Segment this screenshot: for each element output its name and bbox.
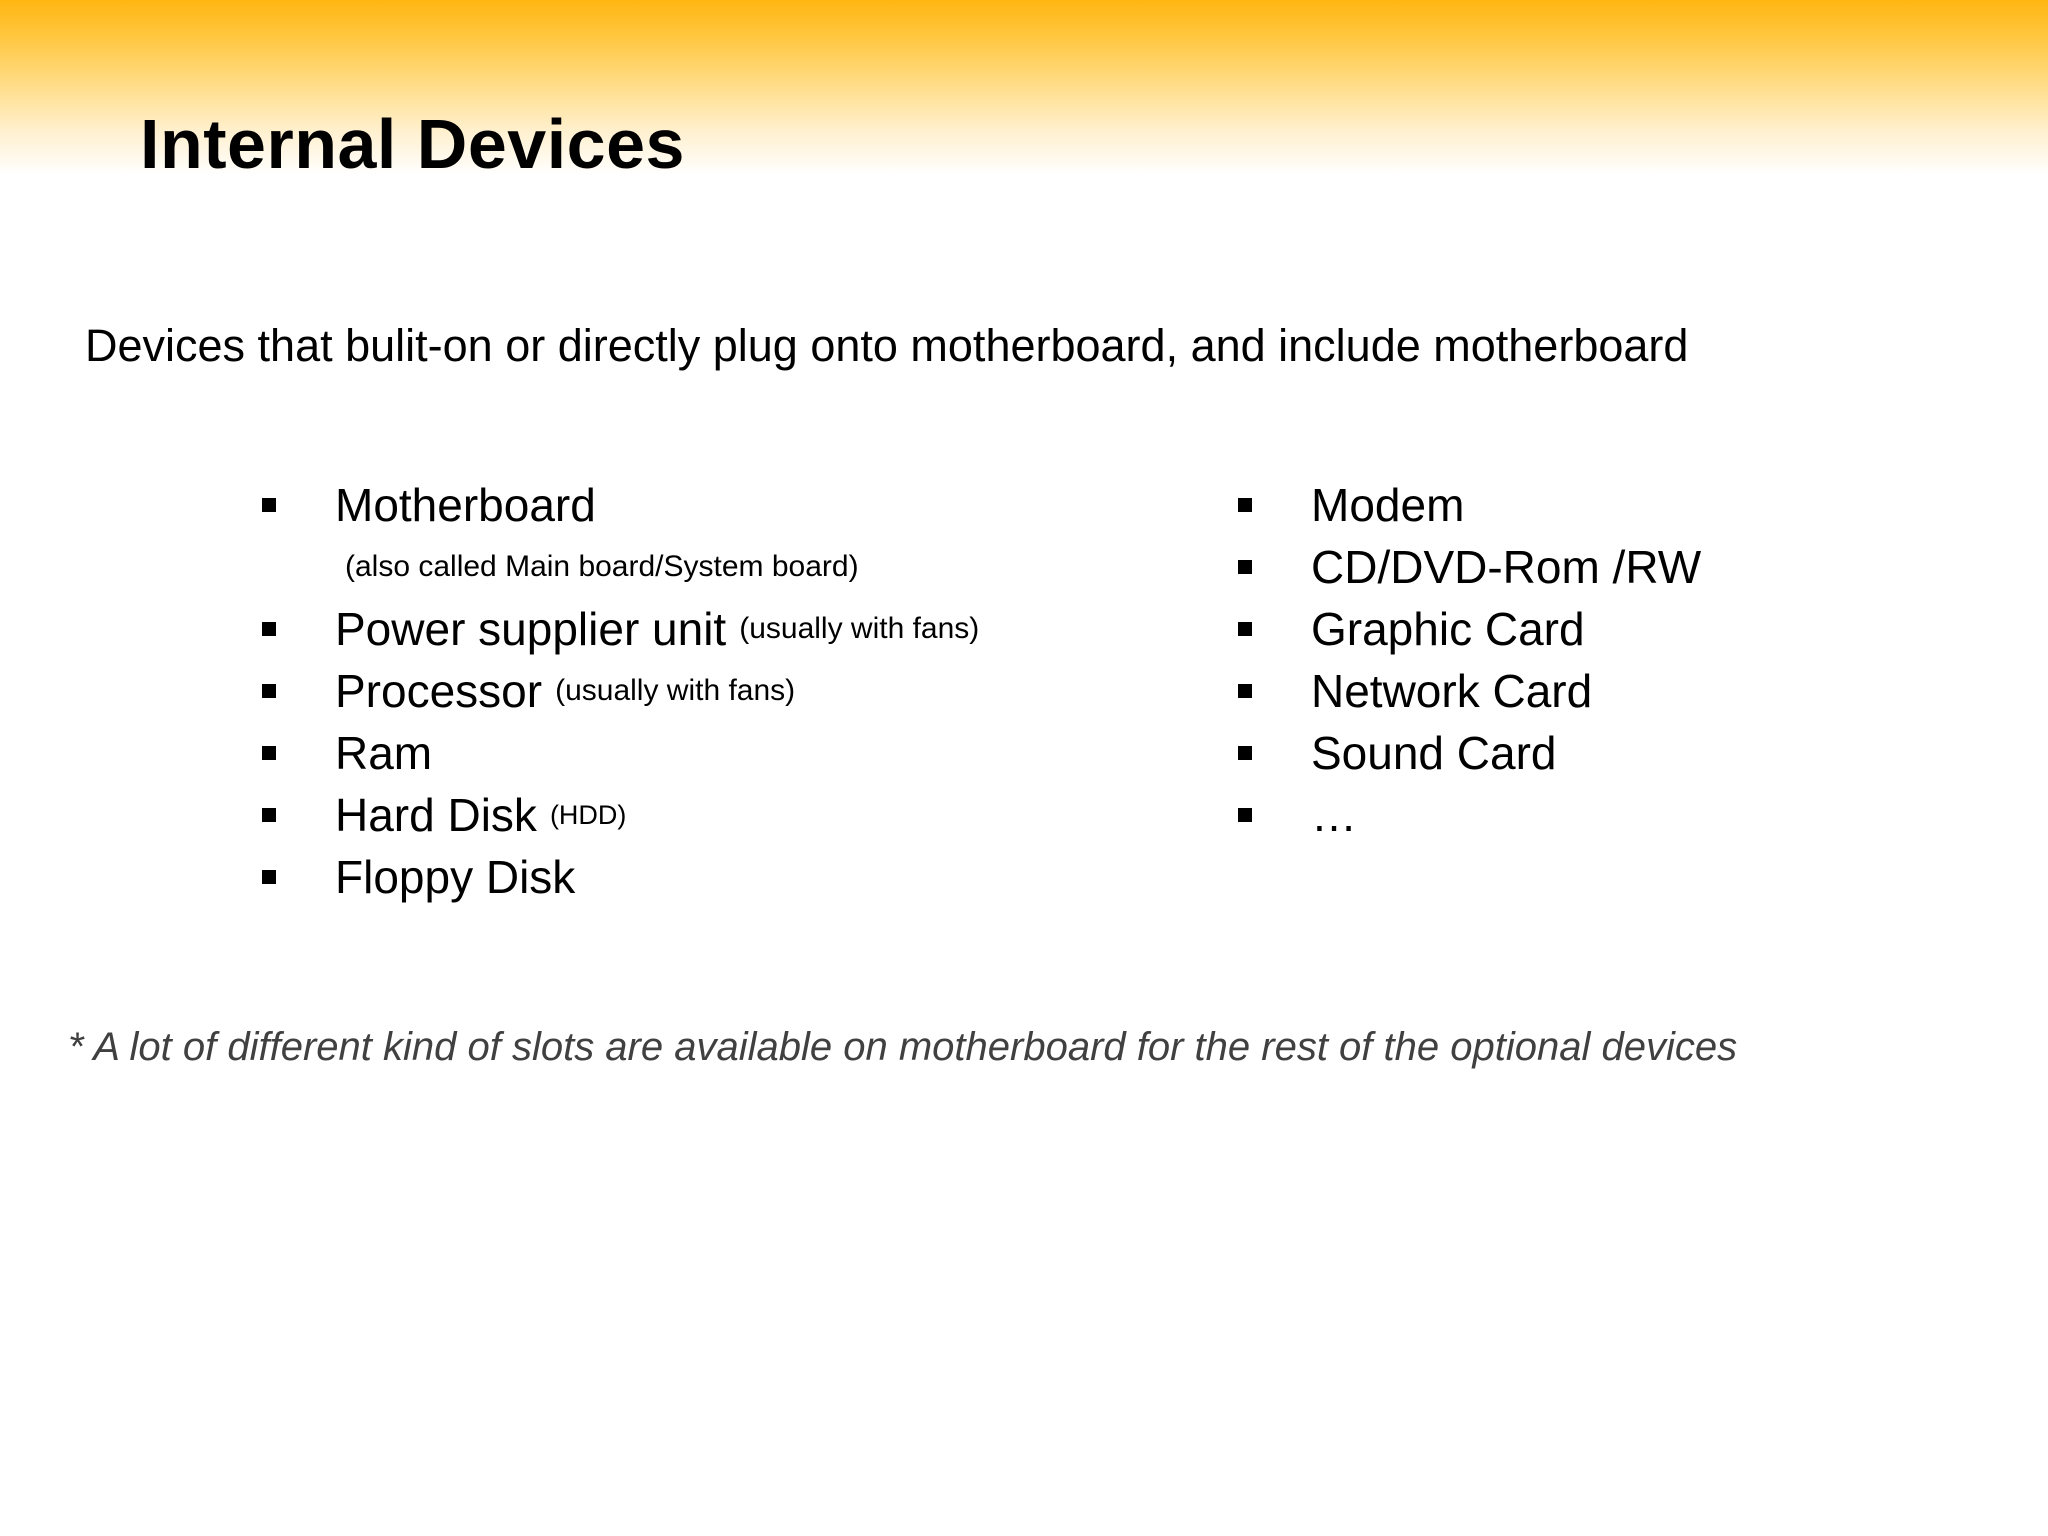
list-item-note: (usually with fans) [555,674,796,707]
list-item-processor [262,660,979,722]
square-bullet-icon [262,870,276,884]
list-item-motherboard [262,474,979,536]
list-item-note: (HDD) [549,800,627,830]
list-item-ellipsis [1238,784,1701,846]
list-item-label: Graphic Card [1311,603,1585,655]
list-item-note: (also called Main board/System board) [345,550,859,583]
square-bullet-icon [1238,808,1252,822]
list-item-label: Motherboard [335,479,596,531]
list-item-sound-card [1238,722,1701,784]
list-item-label: Network Card [1311,665,1593,717]
square-bullet-icon [1238,684,1252,698]
slide-title: Internal Devices [140,105,685,183]
footnote: * A lot of different kind of slots are available on motherboard for the rest of the optional devices [68,1025,1738,1069]
list-item-label: Power supplier unit [335,603,727,655]
list-item-floppy-disk [262,846,979,908]
list-item-label: … [1311,789,1357,841]
list-item-label: Sound Card [1311,727,1557,779]
square-bullet-icon [262,622,276,636]
left-device-list [262,474,979,908]
list-item-modem [1238,474,1701,536]
square-bullet-icon [1238,746,1252,760]
list-item-hard-disk [262,784,979,846]
square-bullet-icon [262,808,276,822]
right-device-list [1238,474,1701,846]
square-bullet-icon [1238,560,1252,574]
square-bullet-icon [262,746,276,760]
slide-subtitle: Devices that bulit-on or directly plug onto motherboard, and include motherboard [85,320,1689,371]
square-bullet-icon [1238,622,1252,636]
list-item-label: Modem [1311,479,1465,531]
list-item-motherboard-note [262,536,979,598]
list-item-graphic-card [1238,598,1701,660]
list-item-label: Floppy Disk [335,851,576,903]
list-item-note: (usually with fans) [739,612,980,645]
square-bullet-icon [262,498,276,512]
square-bullet-icon [1238,498,1252,512]
list-item-cd-dvd [1238,536,1701,598]
list-item-network-card [1238,660,1701,722]
list-item-label: CD/DVD-Rom /RW [1311,541,1702,593]
list-item-power-supply [262,598,979,660]
list-item-ram [262,722,979,784]
list-item-label: Ram [335,727,433,779]
list-item-label: Hard Disk [335,789,537,841]
list-item-label: Processor [335,665,543,717]
square-bullet-icon [262,684,276,698]
